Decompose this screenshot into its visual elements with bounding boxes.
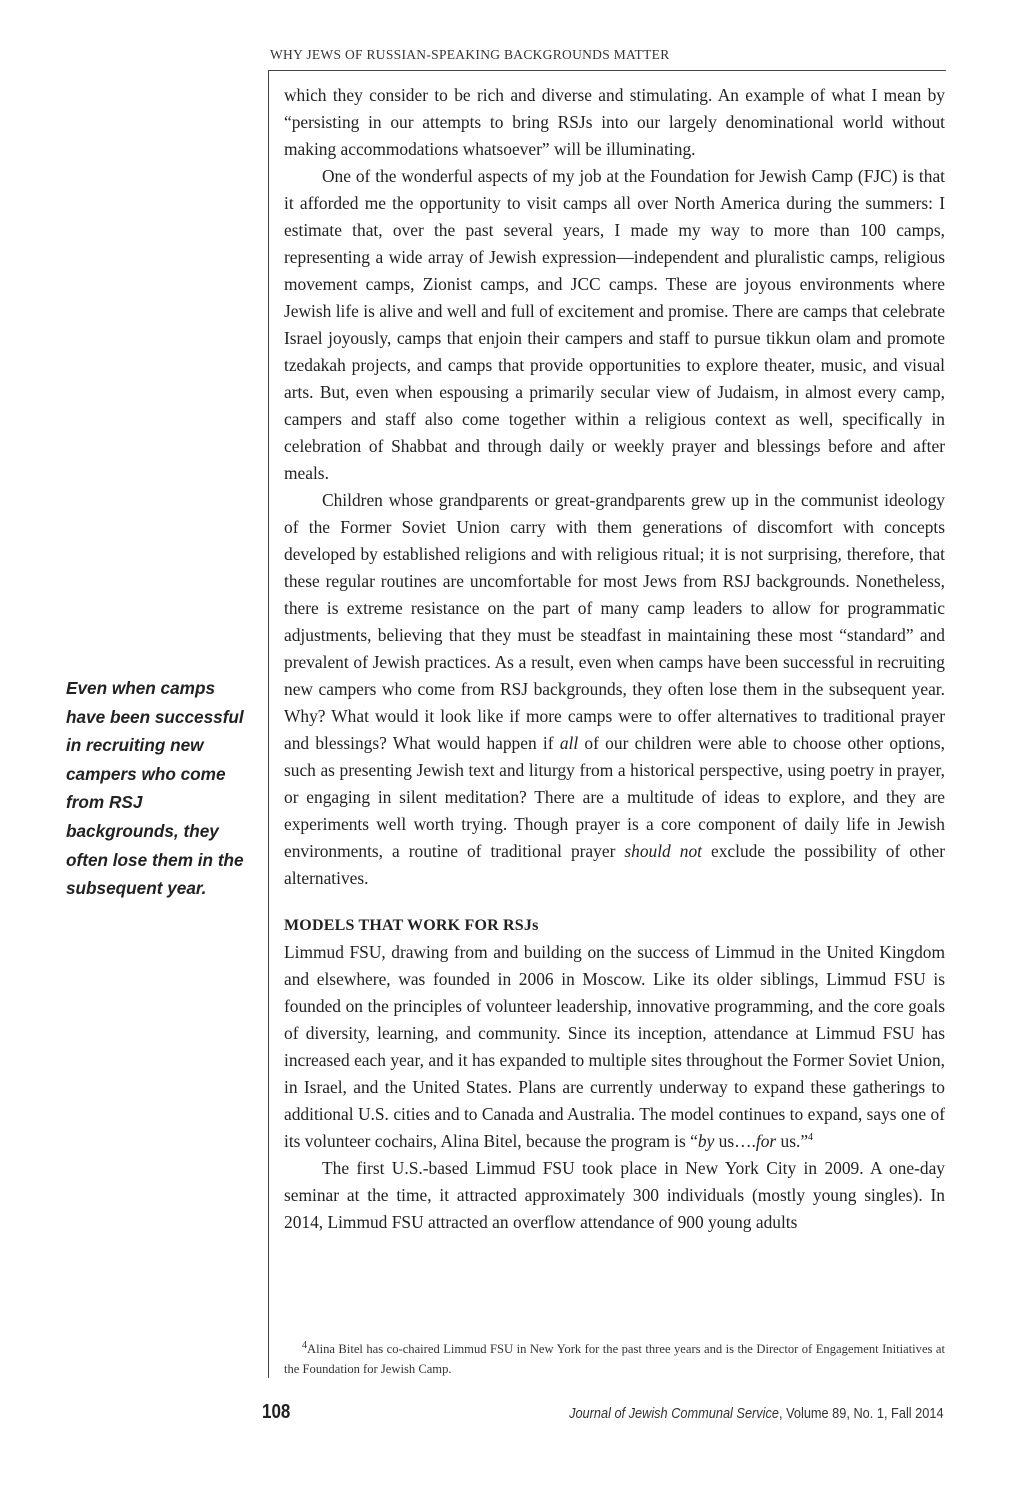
emphasis-all: all <box>559 733 579 753</box>
footnote <box>284 1339 945 1379</box>
article-body <box>284 82 945 1236</box>
paragraph-3-text: Children whose grandparents or great-grandparents grew up in the communist ideology of the Former Soviet Union carry with them generations of discomfort with concepts developed by established religions and with religious ritual; it is not surprising, therefore, that these regular routines are uncomfortable for most Jews from RSJ backgrounds. Nonetheless, there is extreme resistance on the part of many camp leaders to allow for programmatic adjustments, believing that they must be steadfast in maintaining these most “standard” and prevalent of Jewish practices. As a result, even when camps have been successful in recruiting new campers who come from RSJ backgrounds, they often lose them in the subsequent year. Why? What would it look like if more camps were to offer alternatives to traditional prayer and blessings? What would happen if <box>284 490 945 753</box>
paragraph-3-text: exclude the possibility of other alternatives. <box>284 841 945 888</box>
margin-rule <box>268 70 269 1378</box>
header-rule <box>268 70 946 71</box>
footnote-reference[interactable]: 4 <box>808 1132 814 1144</box>
emphasis-for: for <box>755 1131 777 1151</box>
emphasis-should-not: should not <box>624 841 702 861</box>
journal-details: , Volume 89, No. 1, Fall 2014 <box>779 1406 944 1422</box>
paragraph-4-text: us…. <box>714 1131 756 1151</box>
emphasis-by: by <box>697 1131 715 1151</box>
footnote-marker: 4 <box>302 1339 307 1351</box>
paragraph-3-text: of our children were able to choose other options, such as presenting Jewish text and liturgy from a historical perspective, using poetry in prayer, or engaging in silent meditation? There are a multitude of ideas to explore, and they are experiments well worth trying. Though prayer is a core component of daily life in Jewish environments, a routine of traditional prayer <box>284 733 945 861</box>
paragraph-4-text: us.” <box>776 1131 809 1151</box>
paragraph-2: One of the wonderful aspects of my job at the Foundation for Jewish Camp (FJC) is that it afforded me the opportunity to visit camps all over North America during the summers: I estimate that, over the past several years, I made my way to more than 100 camps, representing a wide array of Jewish expression—independent and pluralistic camps, religious movement camps, Zionist camps, and JCC camps. These are joyous environments where Jewish life is alive and well and full of excitement and promise. There are camps that celebrate Israel joyously, camps that enjoin their campers and staff to pursue tikkun olam and promote tzedakah projects, and camps that provide opportunities to explore theater, music, and visual arts. But, even when espousing a primarily secular view of Judaism, in almost every camp, campers and staff also come together within a religious context as well, specifically in celebration of Shabbat and through daily or weekly prayer and blessings before and after meals. <box>284 166 945 483</box>
paragraph-4-text: Limmud FSU, drawing from and building on the success of Limmud in the United Kingdom and elsewhere, was founded in 2006 in Moscow. Like its older siblings, Limmud FSU is founded on the principles of volunteer leadership, innovative programming, and the core goals of diversity, learning, and community. Since its inception, attendance at Limmud FSU has increased each year, and it has expanded to multiple sites throughout the Former Soviet Union, in Israel, and the United States. Plans are currently underway to expand these gatherings to additional U.S. cities and to Canada and Australia. The model continues to expand, says one of its volunteer cochairs, Alina Bitel, because the program is “ <box>284 942 945 1151</box>
page-number: 108 <box>262 1401 291 1423</box>
paragraph-4 <box>284 939 945 1155</box>
paragraph-5: The first U.S.-based Limmud FSU took place in New York City in 2009. A one-day seminar at the time, it attracted approximately 300 individuals (mostly young singles). In 2014, Limmud FSU attracted an overflow attendance of 900 young adults <box>284 1158 945 1232</box>
paragraph-1: which they consider to be rich and diverse and stimulating. An example of what I mean by “persisting in our attempts to bring RSJs into our largely denominational world without making accommodations whatsoever” will be illuminating. <box>284 85 945 159</box>
running-head: WHY JEWS OF RUSSIAN-SPEAKING BACKGROUNDS MATTER <box>270 47 670 62</box>
journal-citation <box>570 1406 944 1422</box>
pull-quote: Even when camps have been successful in recruiting new campers who come from RSJ backgrounds, they often lose them in the subsequent year. <box>66 678 244 899</box>
section-heading: MODELS THAT WORK FOR RSJs <box>284 917 539 934</box>
journal-title: Journal of Jewish Communal Service <box>569 1406 780 1422</box>
paragraph-3 <box>284 487 945 892</box>
footnote-text: Alina Bitel has co-chaired Limmud FSU in New York for the past three years and is the Director of Engagement Initiatives at the Foundation for Jewish Camp. <box>284 1342 945 1376</box>
